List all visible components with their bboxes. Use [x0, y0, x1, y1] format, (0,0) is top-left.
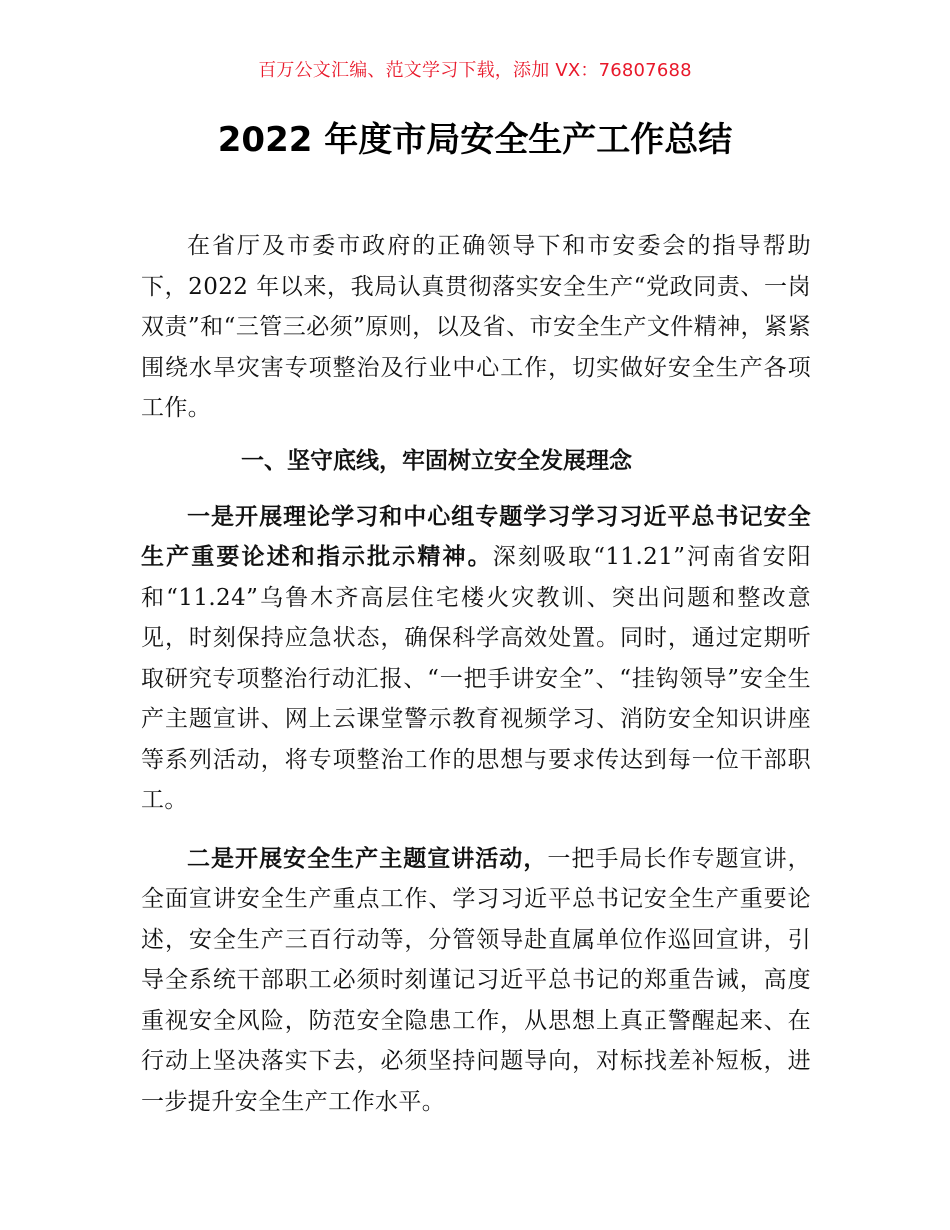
intro-paragraph: 在省厅及市委市政府的正确领导下和市安委会的指导帮助下，2022 年以来，我局认真贯彻落实安全生产“党政同责、一岗双责”和“三管三必须”原则，以及省、市安全生产文件精神，紧紧围绕水旱灾害专项整治及行业中心工作，切实做好安全生产各项工作。	[141, 233, 811, 421]
document-body	[141, 226, 811, 1122]
header-note: 百万公文汇编、范文学习下载，添加 VX：76807688	[258, 60, 692, 81]
paragraph-2-lead: 二是开展安全生产主题宣讲活动，	[187, 845, 548, 872]
paragraph-1-lead: 一是开展理论学习和中心组专题学习学习习近平总书记安全生产重要论述和指示批示精神。	[141, 503, 811, 570]
paragraph-1	[141, 497, 811, 821]
page-title: 2022 年度市局安全生产工作总结	[217, 120, 733, 160]
paragraph-2-body: 一把手局长作专题宣讲，全面宣讲安全生产重点工作、学习习近平总书记安全生产重要论述，安全生产三百行动等，分管领导赴直属单位作巡回宣讲，引导全系统干部职工必须时刻谨记习近平总书记的郑重告诫，高度重视安全风险，防范安全隐患工作，从思想上真正警醒起来、在行动上坚决落实下去，必须坚持问题导向，对标找差补短板，进一步提升安全生产工作水平。	[141, 845, 811, 1115]
paragraph-2	[141, 839, 811, 1123]
paragraph-1-body: 深刻吸取“11.21”河南省安阳和“11.24”乌鲁木齐高层住宅楼火灾教训、突出问题和整改意见，时刻保持应急状态，确保科学高效处置。同时，通过定期听取研究专项整治行动汇报、“一把手讲安全”、“挂钩领导”安全生产主题宣讲、网上云课堂警示教育视频学习、消防安全知识讲座等系列活动，将专项整治工作的思想与要求传达到每一位干部职工。	[141, 544, 812, 813]
section-heading: 一、坚守底线，牢固树立安全发展理念	[241, 447, 632, 474]
